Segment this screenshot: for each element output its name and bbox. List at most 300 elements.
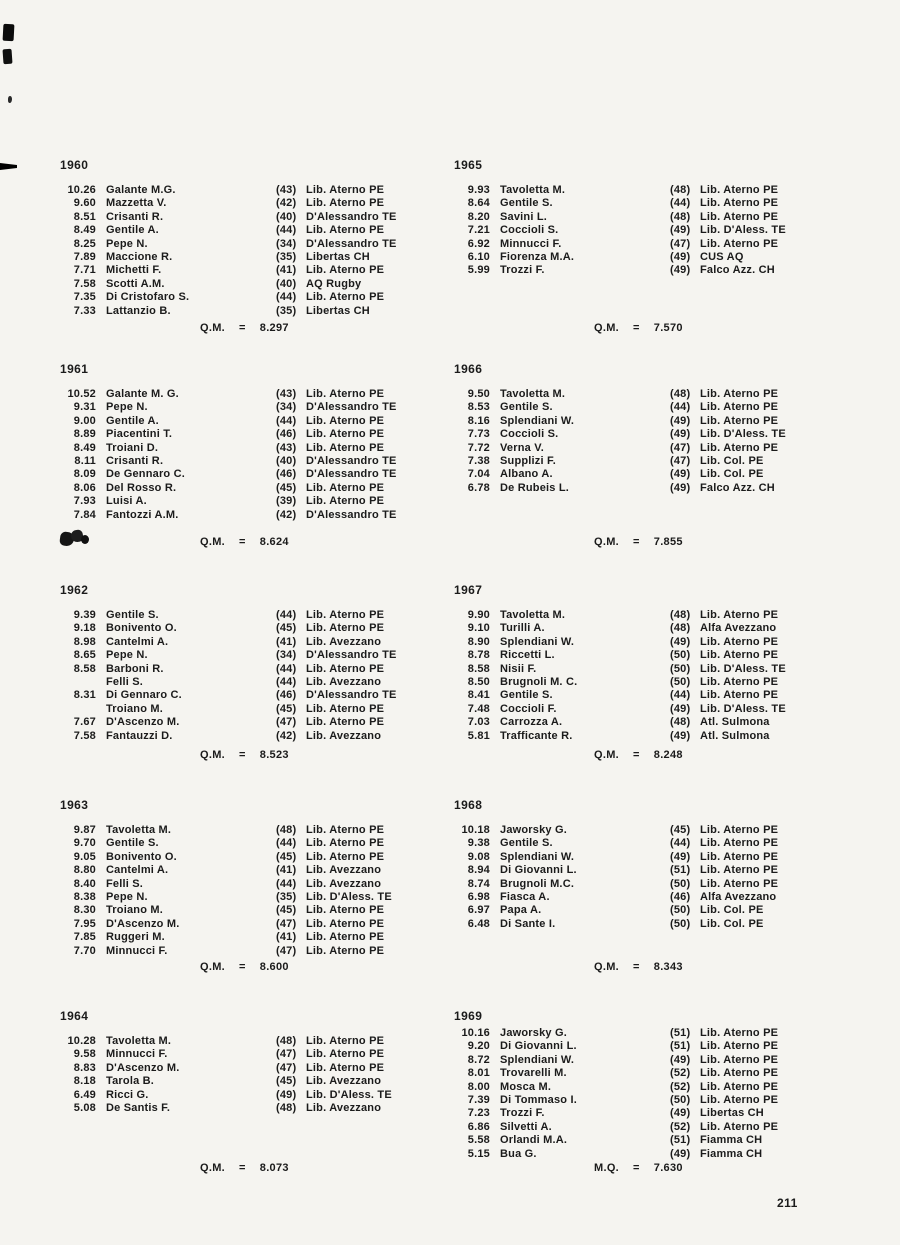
athlete-name: Cantelmi A. (106, 635, 169, 648)
age: (49) (670, 850, 691, 863)
age: (44) (670, 401, 691, 414)
age: (35) (276, 304, 297, 317)
score: 8.72 (467, 1053, 490, 1066)
club: Lib. Aterno PE (306, 264, 385, 277)
qm-line (594, 749, 683, 761)
ranking-section (454, 158, 826, 334)
qm-value: 7.630 (653, 1162, 683, 1174)
ranking-row (60, 184, 432, 197)
age: (43) (276, 388, 297, 400)
age: (48) (670, 622, 691, 635)
age: (51) (670, 1134, 691, 1147)
equals-sign: = (239, 1162, 246, 1174)
ranking-row (60, 864, 432, 877)
athlete-name: Jaworsky G. (500, 824, 568, 836)
equals-sign: = (239, 322, 246, 334)
age: (45) (276, 850, 297, 863)
ranking-row (60, 1048, 432, 1061)
club: D'Alessandro TE (306, 468, 397, 481)
club: Atl. Sulmona (700, 716, 770, 729)
ink-smudge-blob (81, 535, 89, 544)
year-heading: 1964 (60, 1009, 89, 1023)
age: (47) (670, 441, 691, 454)
club: D'Alessandro TE (306, 401, 397, 414)
score (60, 703, 96, 716)
ranking-row (454, 716, 826, 729)
club: Lib. Aterno PE (306, 824, 385, 836)
age: (41) (276, 264, 297, 277)
age: (50) (670, 676, 691, 689)
ranking-row (60, 291, 432, 304)
age: (49) (670, 428, 691, 441)
qm-value: 8.600 (259, 961, 289, 973)
age: (34) (276, 649, 297, 662)
age: (44) (276, 291, 297, 304)
athlete-name: Minnucci F. (106, 1048, 168, 1061)
age: (44) (276, 662, 297, 675)
qm-line (200, 961, 289, 973)
qm-value: 8.297 (259, 322, 289, 334)
score: 10.52 (67, 388, 96, 400)
score: 6.86 (467, 1120, 490, 1133)
year-heading: 1961 (60, 362, 89, 376)
qm-line (594, 1162, 683, 1174)
score: 7.93 (73, 495, 96, 508)
club: Lib. Aterno PE (700, 1080, 779, 1093)
age: (41) (276, 864, 297, 877)
athlete-name: Pepe N. (106, 649, 148, 662)
athlete-name: Brugnoli M. C. (500, 676, 578, 689)
age: (48) (670, 388, 691, 400)
ranking-row (60, 238, 432, 251)
club: Lib. Aterno PE (700, 414, 779, 427)
qm-label: Q.M. (200, 536, 226, 548)
age: (34) (276, 237, 297, 250)
ranking-row (60, 878, 432, 891)
ranking-row (60, 649, 432, 662)
age: (51) (670, 1027, 691, 1039)
score: 8.49 (73, 441, 96, 454)
score: 8.41 (467, 689, 490, 702)
score: 7.73 (467, 428, 490, 441)
club: Falco Azz. CH (700, 264, 775, 277)
athlete-name: Nisii F. (500, 662, 537, 675)
rows-list (60, 388, 432, 522)
club: Lib. Aterno PE (700, 184, 779, 196)
ranking-row (60, 442, 432, 455)
club: Lib. Aterno PE (306, 837, 385, 850)
athlete-name: Albano A. (500, 468, 553, 481)
ranking-row (454, 730, 826, 743)
athlete-name: D'Ascenzo M. (106, 1061, 180, 1074)
athlete-name: Fantauzzi D. (106, 729, 173, 742)
athlete-name: Tavoletta M. (500, 609, 566, 621)
athlete-name: Bua G. (500, 1147, 537, 1160)
club: Lib. Aterno PE (700, 609, 779, 621)
age: (48) (670, 210, 691, 223)
score: 9.70 (73, 837, 96, 850)
age: (48) (276, 824, 297, 836)
age: (44) (276, 877, 297, 890)
age: (42) (276, 508, 297, 521)
rows-list (454, 388, 826, 495)
age: (48) (670, 609, 691, 621)
athlete-name: Papa A. (500, 904, 542, 917)
club: Lib. Aterno PE (306, 931, 385, 944)
rows-list (60, 609, 432, 743)
athlete-name: De Gennaro C. (106, 468, 186, 481)
athlete-name: Carrozza A. (500, 716, 563, 729)
age: (49) (670, 251, 691, 264)
score: 7.33 (73, 304, 96, 317)
age: (44) (276, 609, 297, 621)
club: Lib. Avezzano (306, 877, 382, 890)
athlete-name: Gentile S. (106, 837, 159, 850)
ranking-row (454, 864, 826, 877)
ranking-row (454, 455, 826, 468)
score: 7.38 (467, 455, 490, 468)
athlete-name: Luisi A. (106, 495, 147, 508)
score: 8.50 (467, 676, 490, 689)
score: 8.16 (467, 414, 490, 427)
club: D'Alessandro TE (306, 237, 397, 250)
age: (43) (276, 441, 297, 454)
ranking-row (60, 197, 432, 210)
qm-line (200, 536, 289, 548)
athlete-name: Fiorenza M.A. (500, 251, 575, 264)
age: (41) (276, 635, 297, 648)
age: (41) (276, 931, 297, 944)
athlete-name: Pepe N. (106, 891, 148, 904)
score: 7.48 (467, 702, 490, 715)
club: Lib. Col. PE (700, 904, 764, 917)
athlete-name: Troiano M. (106, 702, 163, 715)
score: 7.35 (73, 291, 96, 304)
ranking-row (454, 622, 826, 635)
score: 9.38 (467, 837, 490, 850)
ranking-row (60, 730, 432, 743)
age: (47) (276, 917, 297, 930)
athlete-name: Trozzi F. (500, 1107, 545, 1120)
ranking-row (454, 1107, 826, 1120)
age: (49) (670, 729, 691, 742)
club: Lib. Aterno PE (306, 622, 385, 635)
athlete-name: Gentile S. (500, 689, 553, 702)
ranking-section (454, 798, 826, 973)
athlete-name: Galante M. G. (106, 388, 179, 400)
rows-list (454, 1027, 826, 1161)
ranking-row (454, 211, 826, 224)
score: 7.70 (73, 944, 96, 957)
ranking-row (60, 904, 432, 917)
score: 9.08 (467, 850, 490, 863)
ranking-row (454, 1054, 826, 1067)
age: (35) (276, 251, 297, 264)
club: Lib. Aterno PE (306, 197, 385, 210)
age: (42) (276, 197, 297, 210)
athlete-name: Savini L. (500, 210, 548, 223)
qm-label: Q.M. (594, 749, 620, 761)
age: (49) (670, 635, 691, 648)
qm-label: Q.M. (200, 1162, 226, 1174)
age: (49) (670, 702, 691, 715)
qm-label: Q.M. (594, 322, 620, 334)
year-heading: 1963 (60, 798, 89, 812)
year-heading: 1960 (60, 158, 89, 172)
score: 8.58 (73, 662, 96, 675)
score: 10.28 (67, 1035, 96, 1047)
club: Lib. Aterno PE (306, 716, 385, 729)
ranking-row (60, 388, 432, 401)
athlete-name: Jaworsky G. (500, 1027, 568, 1039)
club: CUS AQ (700, 251, 744, 264)
club: Fiamma CH (700, 1147, 763, 1160)
athlete-name: Mosca M. (500, 1080, 552, 1093)
ranking-section (454, 1009, 826, 1174)
club: Lib. Aterno PE (700, 676, 779, 689)
score: 6.10 (467, 251, 490, 264)
club: Lib. Aterno PE (306, 291, 385, 304)
age: (43) (276, 184, 297, 196)
club: Lib. Avezzano (306, 729, 382, 742)
age: (52) (670, 1067, 691, 1080)
equals-sign: = (633, 961, 640, 973)
rows-list (454, 609, 826, 743)
age: (46) (276, 428, 297, 441)
score: 7.58 (73, 277, 96, 290)
age: (45) (276, 622, 297, 635)
equals-sign: = (239, 536, 246, 548)
ranking-row (454, 1027, 826, 1040)
club: Alfa Avezzano (700, 622, 777, 635)
club: Lib. Aterno PE (700, 1053, 779, 1066)
score: 8.49 (73, 224, 96, 237)
athlete-name: Michetti F. (106, 264, 162, 277)
club: Lib. Aterno PE (306, 917, 385, 930)
age: (48) (670, 184, 691, 196)
ranking-row (454, 703, 826, 716)
ranking-row (60, 824, 432, 837)
score: 6.78 (467, 481, 490, 494)
ranking-row (454, 1067, 826, 1080)
club: Lib. Aterno PE (306, 481, 385, 494)
age: (50) (670, 649, 691, 662)
club: Lib. Avezzano (306, 635, 382, 648)
club: Lib. Aterno PE (700, 864, 779, 877)
club: Lib. Aterno PE (700, 401, 779, 414)
ranking-row (454, 1148, 826, 1161)
club: Lib. Aterno PE (700, 1094, 779, 1107)
qm-line (200, 322, 289, 334)
club: Lib. Aterno PE (700, 210, 779, 223)
club: Lib. Aterno PE (700, 1067, 779, 1080)
ranking-row (60, 1035, 432, 1048)
club: Lib. D'Aless. TE (700, 428, 786, 441)
athlete-name: Di Cristofaro S. (106, 291, 190, 304)
ranking-section (454, 583, 826, 761)
score: 7.58 (73, 729, 96, 742)
score: 8.53 (467, 401, 490, 414)
age: (49) (670, 1053, 691, 1066)
ranking-row (454, 428, 826, 441)
score: 8.20 (467, 210, 490, 223)
athlete-name: D'Ascenzo M. (106, 716, 180, 729)
qm-value: 8.073 (259, 1162, 289, 1174)
club: Lib. Aterno PE (700, 1040, 779, 1053)
club: Lib. Aterno PE (306, 609, 385, 621)
age: (39) (276, 495, 297, 508)
equals-sign: = (633, 1162, 640, 1174)
score (60, 676, 96, 689)
rows-list (60, 184, 432, 318)
athlete-name: Coccioli F. (500, 702, 557, 715)
ranking-row (60, 1075, 432, 1088)
ranking-row (60, 716, 432, 729)
score: 9.31 (73, 401, 96, 414)
ranking-row (454, 663, 826, 676)
age: (49) (670, 414, 691, 427)
athlete-name: Riccetti L. (500, 649, 555, 662)
club: Lib. D'Aless. TE (700, 662, 786, 675)
age: (45) (276, 904, 297, 917)
age: (44) (276, 837, 297, 850)
club: Lib. Aterno PE (306, 184, 385, 196)
page-number: 211 (777, 1196, 798, 1210)
score: 7.72 (467, 441, 490, 454)
score: 7.04 (467, 468, 490, 481)
equals-sign: = (633, 322, 640, 334)
athlete-name: Gentile S. (500, 401, 553, 414)
age: (51) (670, 1040, 691, 1053)
score: 10.18 (461, 824, 490, 836)
ranking-row (60, 931, 432, 944)
age: (49) (670, 481, 691, 494)
club: Lib. Aterno PE (306, 662, 385, 675)
age: (49) (670, 468, 691, 481)
score: 7.84 (73, 508, 96, 521)
athlete-name: Galante M.G. (106, 184, 176, 196)
qm-value: 8.248 (653, 749, 683, 761)
club: D'Alessandro TE (306, 649, 397, 662)
athlete-name: Brugnoli M.C. (500, 877, 575, 890)
age: (52) (670, 1120, 691, 1133)
score: 9.50 (467, 388, 490, 400)
qm-label: Q.M. (200, 749, 226, 761)
score: 9.87 (73, 824, 96, 836)
age: (50) (670, 917, 691, 930)
athlete-name: Trovarelli M. (500, 1067, 567, 1080)
scan-mark-icon (3, 24, 15, 42)
athlete-name: Tavoletta M. (106, 824, 172, 836)
ranking-row (60, 278, 432, 291)
age: (51) (670, 864, 691, 877)
athlete-name: Silvetti A. (500, 1120, 552, 1133)
score: 8.78 (467, 649, 490, 662)
score: 8.01 (467, 1067, 490, 1080)
club: Lib. D'Aless. TE (306, 891, 392, 904)
age: (44) (670, 197, 691, 210)
athlete-name: Di Giovanni L. (500, 864, 577, 877)
qm-value: 8.343 (653, 961, 683, 973)
athlete-name: Coccioli S. (500, 224, 559, 237)
age: (45) (276, 1075, 297, 1088)
club: Lib. Aterno PE (306, 1061, 385, 1074)
qm-label: Q.M. (594, 536, 620, 548)
athlete-name: Splendiani W. (500, 635, 575, 648)
age: (50) (670, 662, 691, 675)
club: Lib. Aterno PE (700, 197, 779, 210)
club: Lib. D'Aless. TE (700, 702, 786, 715)
age: (47) (276, 716, 297, 729)
ranking-row (60, 1062, 432, 1075)
score: 8.11 (74, 455, 96, 468)
score: 5.15 (467, 1147, 490, 1160)
qm-value: 8.624 (259, 536, 289, 548)
athlete-name: Minnucci F. (106, 944, 168, 957)
ranking-row (454, 1040, 826, 1053)
ranking-row (60, 428, 432, 441)
ranking-row (60, 468, 432, 481)
club: D'Alessandro TE (306, 508, 397, 521)
club: Lib. Aterno PE (700, 388, 779, 400)
athlete-name: Scotti A.M. (106, 277, 165, 290)
club: Lib. Aterno PE (306, 428, 385, 441)
club: D'Alessandro TE (306, 455, 397, 468)
age: (49) (670, 1147, 691, 1160)
club: Lib. D'Aless. TE (306, 1088, 392, 1101)
score: 9.20 (467, 1040, 490, 1053)
club: Lib. Aterno PE (306, 850, 385, 863)
qm-line (200, 749, 289, 761)
athlete-name: Fiasca A. (500, 891, 550, 904)
qm-label: Q.M. (200, 322, 226, 334)
age: (49) (670, 1107, 691, 1120)
club: Lib. D'Aless. TE (700, 224, 786, 237)
club: Lib. Aterno PE (700, 837, 779, 850)
ranking-row (60, 211, 432, 224)
athlete-name: Bonivento O. (106, 622, 177, 635)
qm-label: Q.M. (200, 961, 226, 973)
score: 8.94 (467, 864, 490, 877)
score: 8.31 (73, 689, 96, 702)
equals-sign: = (633, 536, 640, 548)
ranking-row (60, 305, 432, 318)
score: 6.48 (467, 917, 490, 930)
athlete-name: Di Gennaro C. (106, 689, 182, 702)
ranking-row (454, 676, 826, 689)
athlete-name: Felli S. (106, 877, 144, 890)
athlete-name: Tavoletta M. (500, 388, 566, 400)
score: 8.06 (73, 481, 96, 494)
club: Lib. Aterno PE (700, 237, 779, 250)
score: 8.89 (73, 428, 96, 441)
score: 10.26 (67, 184, 96, 196)
score: 8.38 (73, 891, 96, 904)
score: 7.95 (73, 917, 96, 930)
ranking-row (60, 495, 432, 508)
age: (44) (670, 837, 691, 850)
score: 7.89 (73, 251, 96, 264)
ranking-row (454, 851, 826, 864)
athlete-name: Felli S. (106, 676, 144, 689)
ranking-row (454, 1094, 826, 1107)
age: (48) (276, 1102, 297, 1115)
age: (44) (276, 676, 297, 689)
ranking-row (454, 689, 826, 702)
ranking-section (60, 583, 432, 761)
ranking-row (454, 415, 826, 428)
ranking-row (454, 184, 826, 197)
